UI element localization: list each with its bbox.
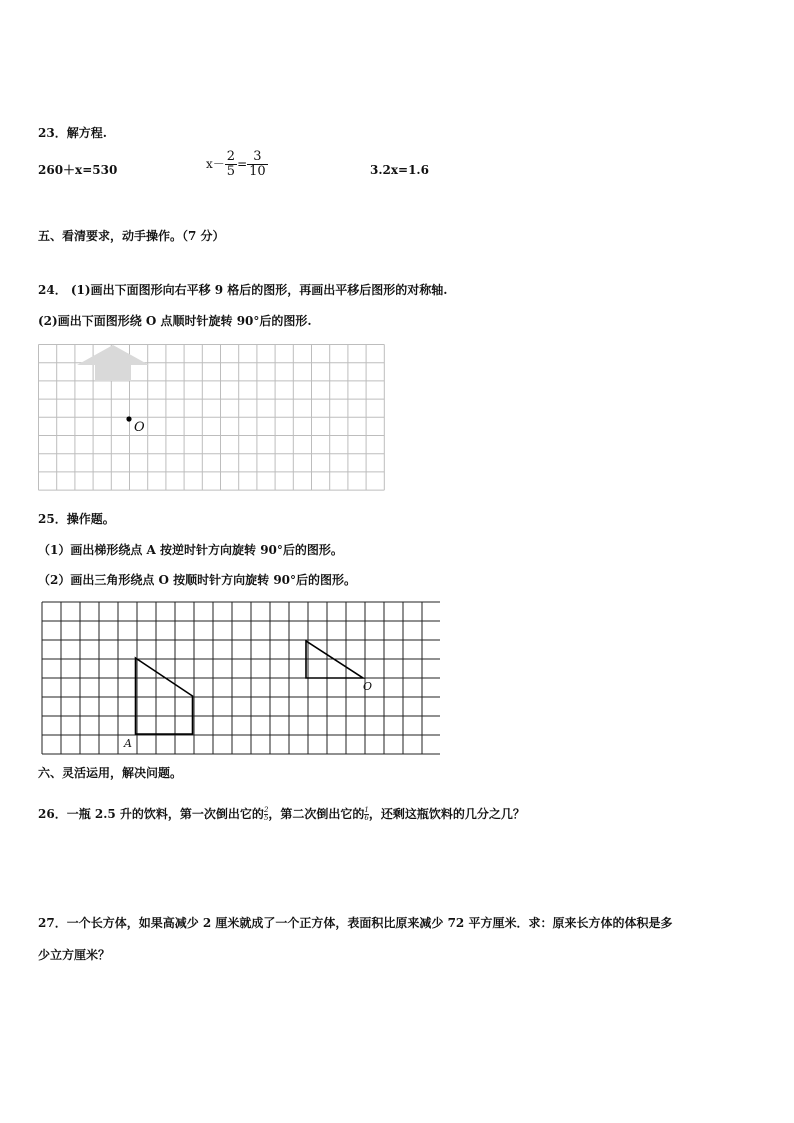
q25-trapezoid — [136, 658, 193, 734]
q24-grid — [39, 345, 385, 491]
q24-point-o — [126, 416, 131, 421]
q23-equation-2 — [206, 150, 268, 179]
eq2-fraction-2 — [247, 150, 268, 179]
q24-point-o-label: O — [134, 420, 145, 435]
section5-title: 五、看清要求，动手操作。（7 分） — [38, 229, 225, 243]
q25-grid-figure — [40, 601, 440, 757]
q23-equation-3: 3.2x=1.6 — [370, 163, 429, 177]
q25-line-2: （2）画出三角形绕点 O 按顺时针方向旋转 90°后的图形。 — [38, 573, 357, 587]
q26-text-c: ，还剩这瓶饮料的几分之几？ — [368, 807, 525, 821]
q25-label-a: A — [124, 737, 132, 750]
eq2-den-1: 5 — [226, 164, 236, 179]
q26-frac2-num: 1 — [364, 806, 369, 814]
q26-frac2-den: 6 — [364, 814, 369, 822]
q26-text-a: 26．一瓶 2.5 升的饮料，第一次倒出它的 — [38, 807, 264, 821]
q23-label: 23．解方程. — [38, 126, 107, 140]
q27-line-2: 少立方厘米？ — [38, 948, 111, 962]
eq2-num-2: 3 — [247, 150, 268, 165]
q25-label-o: O — [363, 680, 373, 693]
q26-frac1-den: 5 — [263, 814, 269, 822]
eq2-equals: = — [237, 157, 248, 171]
eq2-fraction-1 — [225, 150, 237, 179]
q26-text — [38, 806, 525, 822]
q26-frac1-num: 2 — [263, 806, 269, 814]
q24-grid-figure — [38, 344, 388, 494]
q24-line-2: (2)画出下面图形绕 O 点顺时针旋转 90°后的图形. — [38, 314, 312, 328]
eq2-prefix: x－ — [206, 157, 225, 171]
eq2-num-1: 2 — [226, 149, 236, 164]
q24-arrow-shape — [77, 345, 149, 381]
q26-text-b: ，第二次倒出它的 — [268, 807, 365, 821]
q25-grid — [42, 602, 440, 754]
q23-equation-1: 260＋x=530 — [38, 163, 118, 177]
section6-title: 六、灵活运用，解决问题。 — [38, 766, 183, 780]
q25-title: 25．操作题。 — [38, 512, 115, 526]
q27-line-1: 27．一个长方体，如果高减少 2 厘米就成了一个正方体，表面积比原来减少 72 平方厘米．求：原来长方体的体积是多 — [38, 916, 673, 930]
q25-line-1: （1）画出梯形绕点 A 按逆时针方向旋转 90°后的图形。 — [38, 543, 343, 557]
q24-line-1: 24． (1)画出下面图形向右平移 9 格后的图形，再画出平移后图形的对称轴. — [38, 283, 448, 297]
eq2-den-2: 10 — [249, 164, 266, 179]
